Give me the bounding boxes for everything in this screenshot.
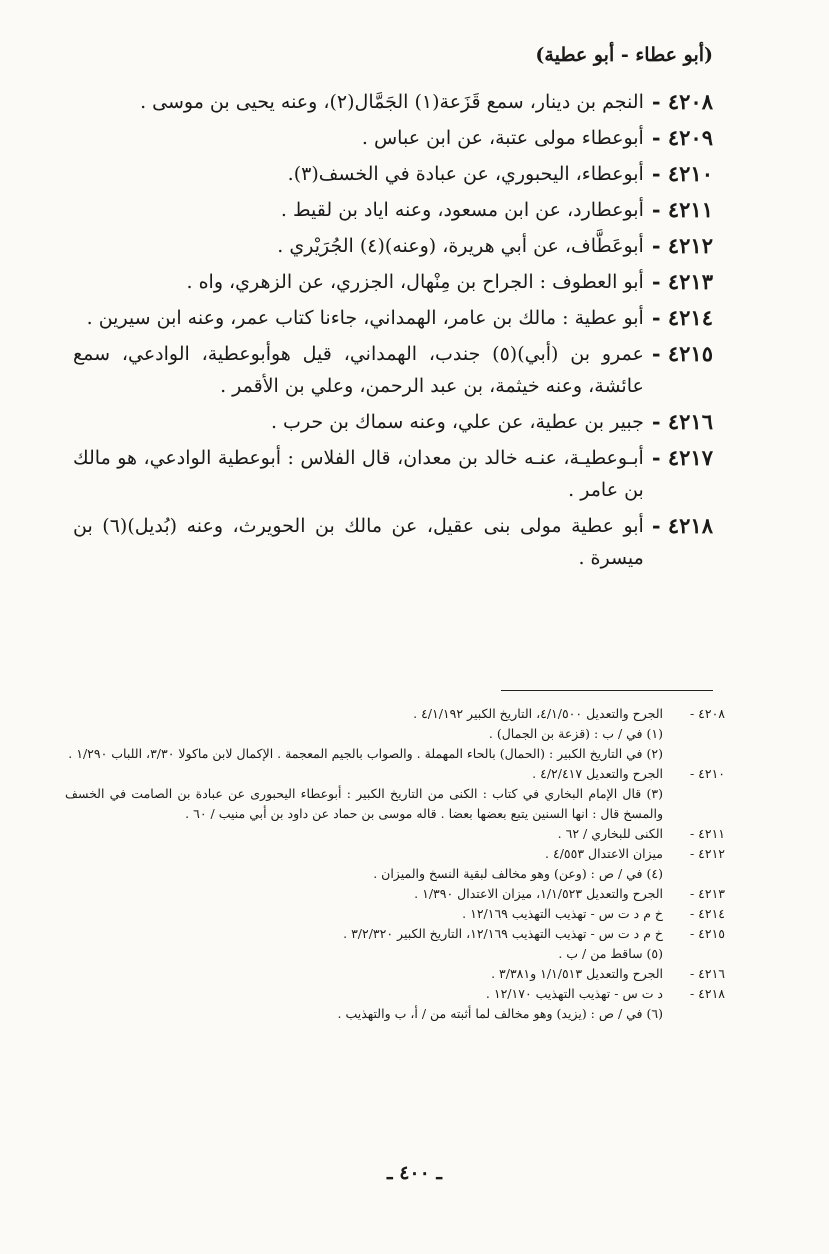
footnote-text: د ت س - تهذيب التهذيب ١٢/١٧٠ .	[485, 986, 663, 1001]
footnote-ref: ٤٢١١ -	[689, 826, 725, 841]
footnote	[65, 944, 725, 964]
entry-text: أبو عطية : مالك بن عامر، الهمداني، جاءنا كتاب عمر، وعنه ابن سيرين .	[86, 307, 644, 329]
footnote-ref: ٤٢١٤ -	[689, 906, 725, 921]
entry-text: أبوعطارد، عن ابن مسعود، وعنه اياد بن لقيط .	[280, 199, 644, 221]
entry	[73, 338, 713, 402]
entry	[73, 122, 713, 154]
footnote-ref: ٤٢١٥ -	[689, 926, 725, 941]
footnote-ref: ٤٢١٦ -	[689, 966, 725, 981]
footnote-text: (٥) ساقط من / ب .	[558, 946, 663, 961]
footnotes-list	[65, 704, 725, 1024]
entry	[73, 158, 713, 190]
footnote-ref: ٤٢٠٨ -	[689, 706, 725, 721]
running-header: (أبو عطاء - أبو عطية)	[535, 44, 713, 66]
footnote-text: الجرح والتعديل ١/١/٥٢٣، ميزان الاعتدال ١/٣٩٠ .	[414, 886, 663, 901]
footnote	[65, 904, 725, 924]
footnote-text: (٤) في / ص : (وعن) وهو مخالف لبقية النسخ والميزان .	[373, 866, 663, 881]
entry-number: ٤٢١٥ -	[651, 341, 713, 366]
footnote-text: الكنى للبخاري / ٦٢ .	[557, 826, 663, 841]
entry-text: أبو عطية مولى بنى عقيل، عن مالك بن الحويرث، وعنه (بُديل)(٦) بن ميسرة .	[73, 515, 644, 569]
entry-number: ٤٢١٧ -	[651, 445, 713, 470]
entry-number: ٤٢٠٩ -	[651, 125, 713, 150]
footnote-text: (١) في / ب : (قزعة بن الجمال) .	[488, 726, 663, 741]
entries-list	[73, 86, 713, 578]
footnote-divider	[501, 690, 713, 691]
footnote	[65, 724, 725, 744]
entry-text: أبـوعطيـة، عنـه خالد بن معدان، قال الفلاس : أبوعطية الوادعي، هو مالك بن عامر .	[73, 447, 644, 501]
footnote	[65, 884, 725, 904]
footnote-text: ميزان الاعتدال ٤/٥٥٣ .	[545, 846, 663, 861]
footnote-text: الجرح والتعديل ٤/٢/٤١٧ .	[532, 766, 663, 781]
footnote	[65, 1004, 725, 1024]
footnote	[65, 984, 725, 1004]
entry-number: ٤٢٠٨ -	[651, 89, 713, 114]
entry-text: جبير بن عطية، عن علي، وعنه سماك بن حرب .	[270, 411, 644, 433]
footnote	[65, 844, 725, 864]
entry-text: أبوعطاء مولى عتبة، عن ابن عباس .	[361, 127, 644, 149]
footnote-ref: ٤٢١٢ -	[689, 846, 725, 861]
footnote	[65, 704, 725, 724]
entry-text: النجم بن دينار، سمع قَزَعة(١) الجَمَّال(٢)، وعنه يحيى بن موسى .	[140, 91, 644, 113]
footnote-text: (٣) قال الإمام البخاري في كتاب : الكنى من التاريخ الكبير : أبوعطاء اليحبورى عن عبادة بن الصامت في الخسف والمسخ قال : انها السنين يتبع بعضها بعضا . قاله موسى بن حماد عن داود بن أبي منيب / ٦٠ .	[65, 786, 663, 821]
footnote-text: خ م د ت س - تهذيب التهذيب ١٢/١٦٩ .	[462, 906, 663, 921]
footnote	[65, 824, 725, 844]
footnote-text: الجرح والتعديل ١/١/٥١٣ و٣/٣٨١ .	[491, 966, 663, 981]
entry-text: عمرو بن (أبي)(٥) جندب، الهمداني، قيل هوأبوعطية، الوادعي، سمع عائشة، وعنه خيثمة، بن عبد الرحمن، وعلي بن الأقمر .	[73, 343, 644, 397]
entry	[73, 406, 713, 438]
entry	[73, 510, 713, 574]
footnote-text: (٦) في / ص : (يزيد) وهو مخالف لما أثبته من / أ، ب والتهذيب .	[337, 1006, 663, 1021]
entry-number: ٤٢١٨ -	[651, 513, 713, 538]
entry	[73, 194, 713, 226]
footnote	[65, 744, 725, 764]
entry	[73, 442, 713, 506]
entry-number: ٤٢١٦ -	[651, 409, 713, 434]
footnote	[65, 924, 725, 944]
page-number: ـ ٤٠٠ ـ	[387, 1162, 442, 1184]
footnote-text: الجرح والتعديل ٤/١/٥٠٠، التاريخ الكبير ٤/١/١٩٢ .	[413, 706, 663, 721]
entry-text: أبوعَطَّاف، عن أبي هريرة، (وعنه)(٤) الجُرَيْري .	[277, 235, 644, 257]
entry-text: أبو العطوف : الجراح بن مِنْهال، الجزري، عن الزهري، واه .	[186, 271, 644, 293]
entry-number: ٤٢١٢ -	[651, 233, 713, 258]
entry	[73, 230, 713, 262]
entry-number: ٤٢١٣ -	[651, 269, 713, 294]
footnote	[65, 864, 725, 884]
footnote-text: خ م د ت س - تهذيب التهذيب ١٢/١٦٩، التاريخ الكبير ٣/٢/٣٢٠ .	[343, 926, 663, 941]
entry-text: أبوعطاء، اليحبوري، عن عبادة في الخسف(٣).	[287, 163, 644, 185]
footnote-text: (٢) في التاريخ الكبير : (الحمال) بالحاء المهملة . والصواب بالجيم المعجمة . الإكمال لابن ماكولا ٣/٣٠، اللباب ١/٢٩٠ .	[68, 746, 663, 761]
entry	[73, 86, 713, 118]
entry	[73, 302, 713, 334]
footnote	[65, 764, 725, 784]
entry-number: ٤٢١١ -	[651, 197, 713, 222]
entry	[73, 266, 713, 298]
entry-number: ٤٢١٤ -	[651, 305, 713, 330]
footnote	[65, 964, 725, 984]
footnote-ref: ٤٢١٣ -	[689, 886, 725, 901]
footnote-ref: ٤٢١٠ -	[689, 766, 725, 781]
footnote-ref: ٤٢١٨ -	[689, 986, 725, 1001]
entry-number: ٤٢١٠ -	[651, 161, 713, 186]
footnote	[65, 784, 725, 824]
